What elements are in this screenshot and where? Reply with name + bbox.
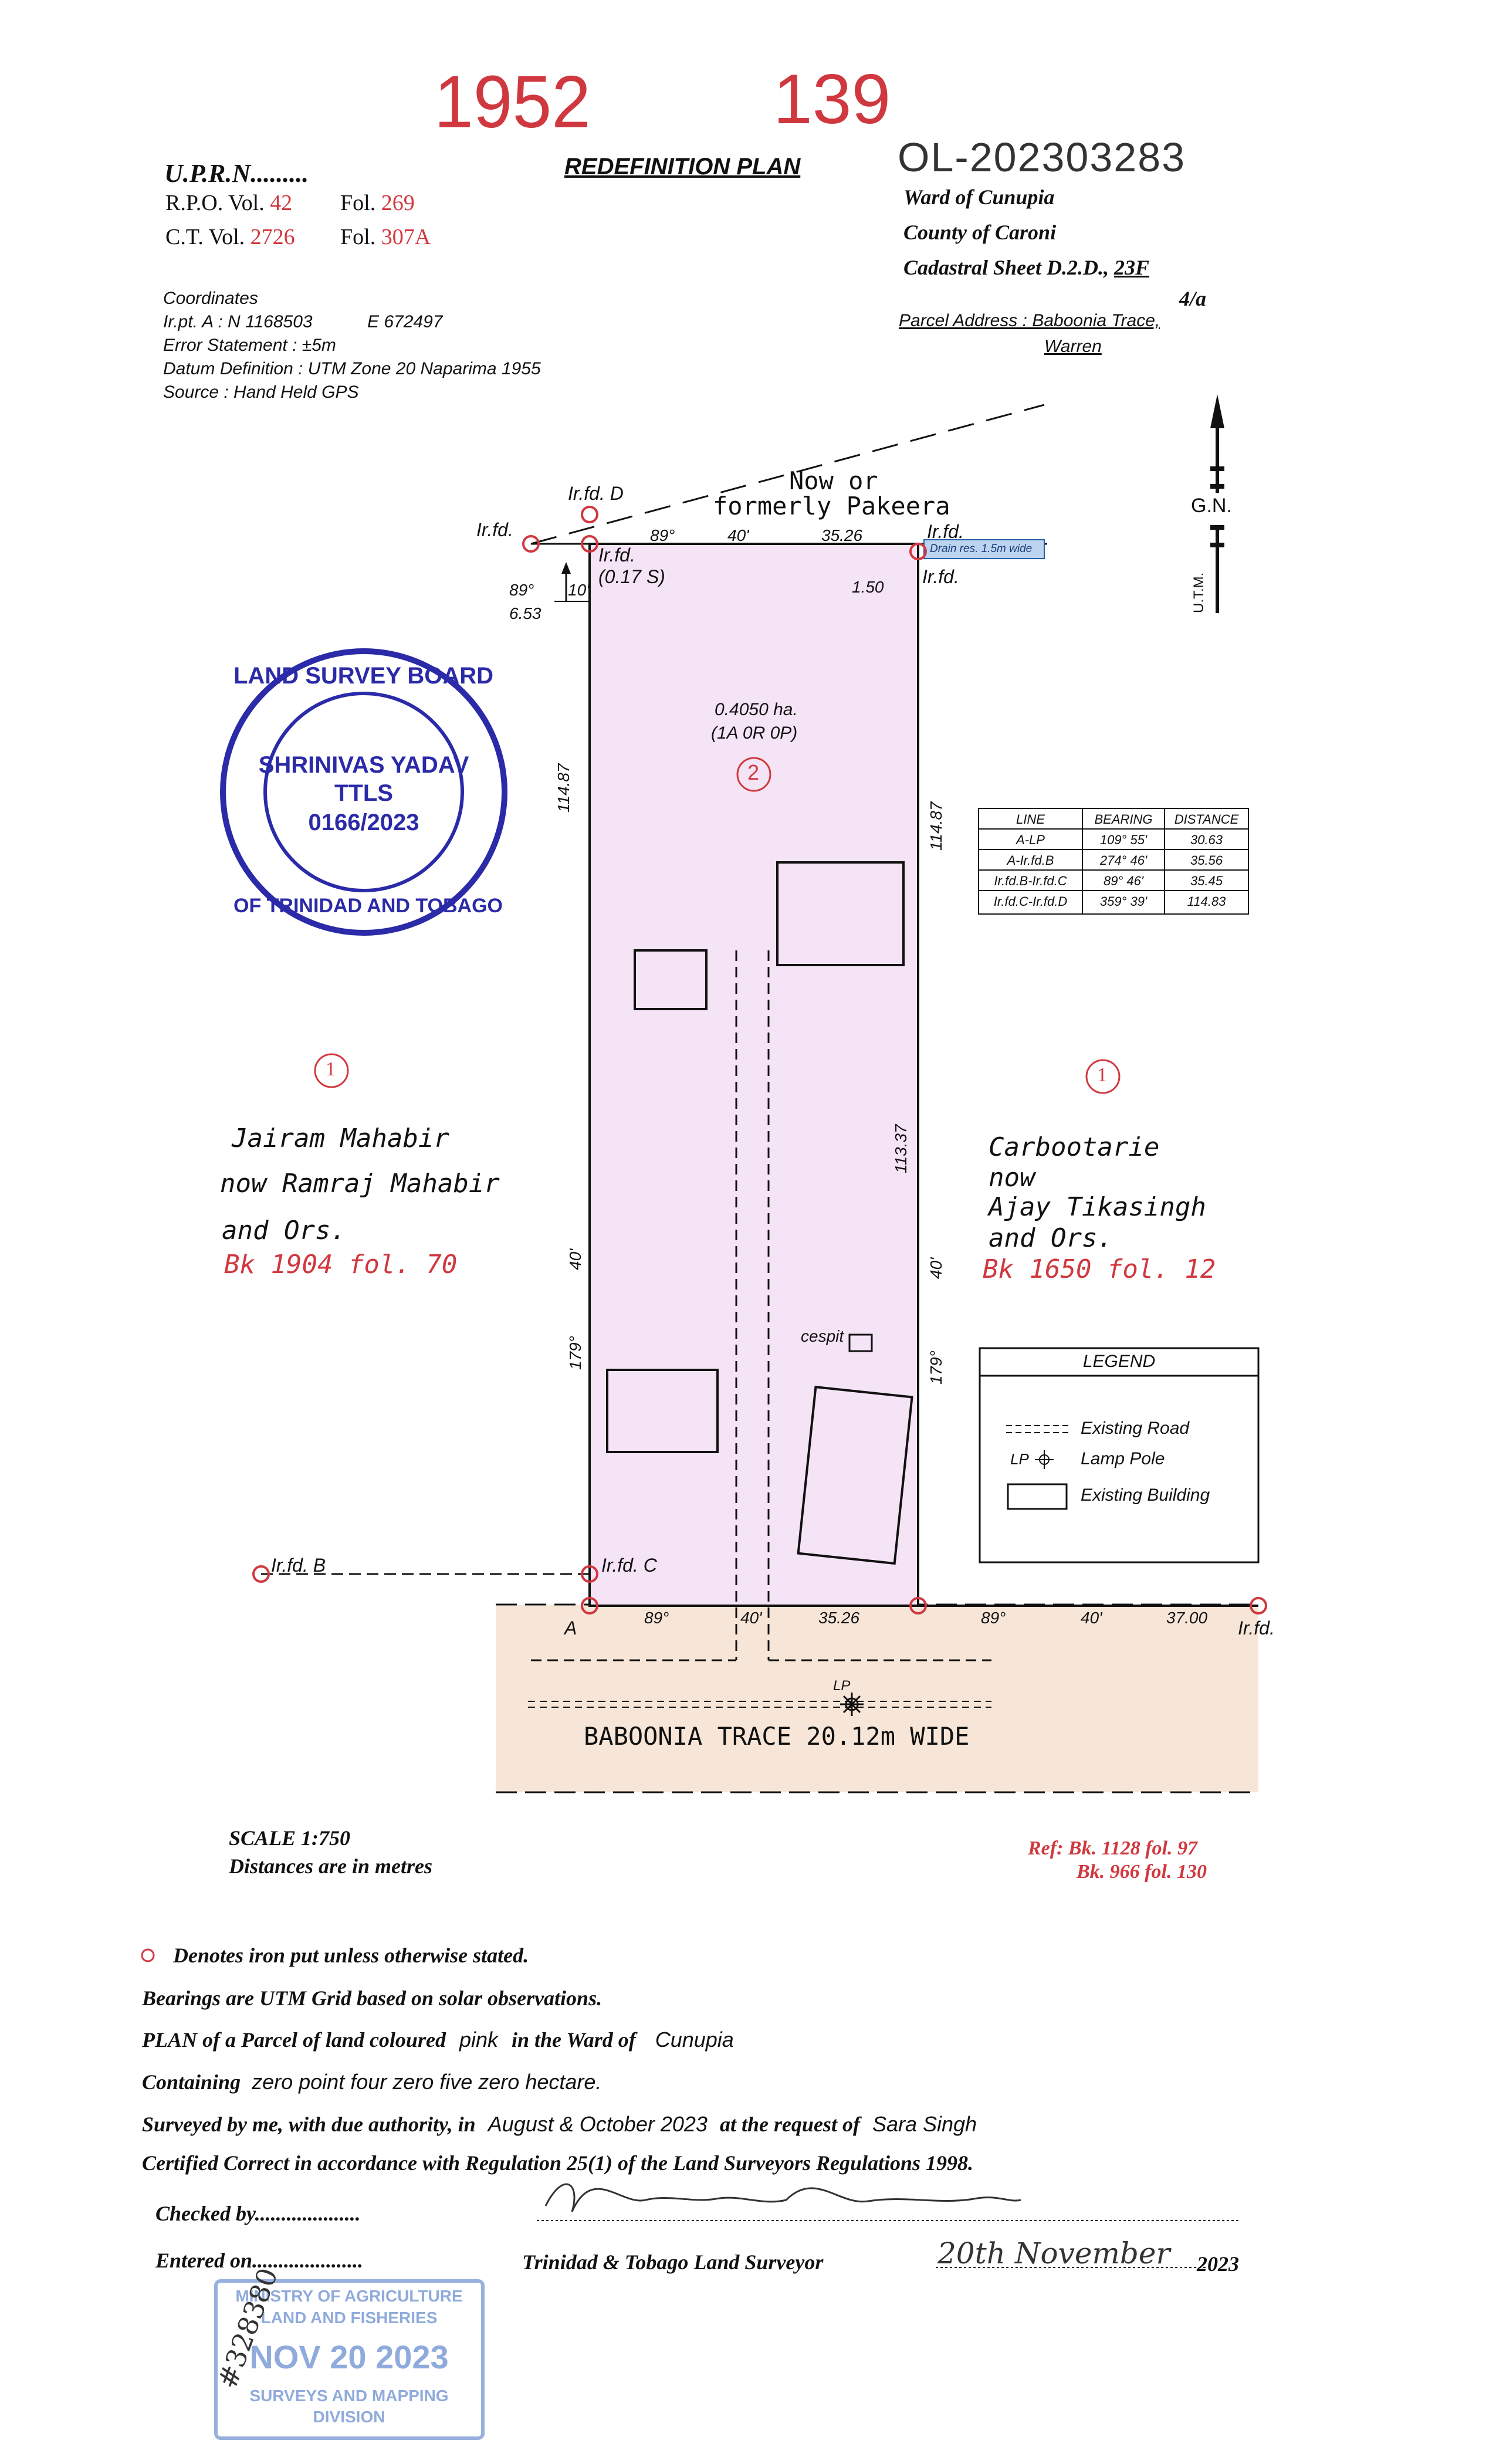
parcel-address-2: Warren [1044,337,1102,356]
parcel-number: 2 [747,760,760,784]
irfd-inner-offset: (0.17 S) [598,566,665,587]
table-cell: 35.56 [1190,853,1223,868]
table-cell: A-LP [1016,832,1045,847]
containing-line [142,2070,601,2094]
checked-by: Checked by.................... [155,2202,361,2225]
north-owner-2: formerly Pakeera [713,492,950,520]
table-cell: 30.63 [1190,832,1223,847]
east-owner-book: Bk 1650 fol. 12 [983,1254,1216,1284]
south-distance: 35.26 [818,1609,860,1627]
coord-datum: Datum Definition : UTM Zone 20 Naparima 1955 [163,359,541,378]
coord-point: Ir.pt. A : N 1168503 [163,312,313,331]
irfd-east-label: Ir.fd. [1238,1617,1275,1639]
west-owner-line2: now Ramraj Mahabir [220,1169,500,1199]
bearings-line: Bearings are UTM Grid based on solar observations. [142,1986,603,2010]
north-owner-1: Now or [789,466,878,495]
units: Distances are in metres [229,1854,432,1878]
surveyor-label: Trinidad & Tobago Land Surveyor [522,2250,824,2274]
north-distance: 35.26 [821,526,863,544]
plan-ward: Cunupia [655,2028,734,2052]
north-boundary-line [531,405,1044,544]
east-owner-number: 1 [1097,1064,1107,1086]
rpo-vol: 42 [270,191,293,215]
cadastral-sub: 4/a [1179,287,1207,310]
nw-small: 10' [568,581,590,599]
year: 2023 [1197,2252,1239,2276]
utm-label: U.T.M. [1191,572,1207,613]
rpo-fol-label: Fol. [340,191,376,215]
point-a-label: A [564,1617,577,1639]
east-owner-line2: now [989,1163,1035,1193]
legend-lamp-icon [1035,1450,1054,1469]
ministry-stamp-line4: DIVISION [313,2408,385,2426]
ward: Ward of Cunupia [903,185,1055,209]
date-handwritten: 20th November [937,2236,1170,2270]
east-owner-line1: Carbootarie [989,1132,1160,1162]
surveyed-line [142,2112,977,2137]
legend-lamp-code: LP [1010,1450,1029,1468]
east-bearing-deg: 179° [927,1351,945,1385]
irfd-b-label: Ir.fd. B [271,1555,326,1576]
surveyed-part-1: Surveyed by me, with due authority, in [142,2113,476,2136]
surveyed-dates: August & October 2023 [488,2112,708,2136]
east-bearing-min: 40' [927,1257,945,1279]
legend-lamp-label: Lamp Pole [1081,1449,1165,1468]
west-owner-book: Bk 1904 fol. 70 [224,1250,458,1280]
ol-number: OL-202303283 [898,134,1186,180]
west-bearing-deg: 179° [566,1336,584,1370]
county: County of Caroni [903,221,1057,244]
iron-pin-legend-circle [142,1949,154,1961]
table-cell: 89° 46' [1103,874,1144,888]
table-cell: Ir.fd.C-Ir.fd.D [993,894,1068,909]
table-cell: 114.83 [1187,894,1226,909]
road-distance: 37.00 [1166,1609,1208,1627]
stamp-number: 0166/2023 [308,810,419,835]
road-name: BABOONIA TRACE 20.12m WIDE [584,1722,970,1751]
area-acres: (1A 0R 0P) [711,723,798,743]
plan-of-line [142,2028,734,2052]
plan-colour: pink [459,2028,498,2052]
cesspit-label: cespit [801,1327,844,1345]
parcel-address-1: Parcel Address : Baboonia Trace, [899,311,1160,330]
irfd-ne-label-2: Ir.fd. [922,566,959,587]
plan-of-label: PLAN of a Parcel of land coloured [142,2028,446,2052]
rpo-fol-value: 269 [381,191,415,215]
lamp-pole-icon [840,1693,864,1716]
table-cell: 35.45 [1190,874,1223,888]
irfd-d-label: Ir.fd. D [568,483,624,504]
plan-number-left: 1952 [434,60,591,144]
middle-distance: 113.37 [892,1124,910,1173]
irfd-c-label: Ir.fd. C [601,1555,657,1576]
surveyed-part-2: at the request of [719,2113,860,2136]
ministry-stamp-line3: SURVEYS AND MAPPING [249,2387,449,2405]
cadastral-label: Cadastral Sheet D.2.D., [903,256,1109,279]
table-cell: Ir.fd.B-Ir.fd.C [994,874,1067,888]
plan-title: REDEFINITION PLAN [564,154,801,180]
denotes-line: Denotes iron put unless otherwise stated. [173,1944,529,1967]
gn-label: G.N. [1191,495,1232,517]
cadastral-sheet: 23F [1114,256,1150,279]
scale: SCALE 1:750 [229,1826,351,1850]
containing-value: zero point four zero five zero hectare. [252,2070,602,2094]
plan-in: in the Ward of [512,2028,636,2052]
table-header-bearing: BEARING [1094,812,1153,827]
lamp-pole-label: LP [833,1678,851,1694]
ne-distance: 1.50 [852,578,884,596]
entered-on: Entered on..................... [155,2249,364,2272]
west-owner-number: 1 [326,1058,336,1080]
table-cell: 109° 55' [1099,832,1148,847]
ct-fol-value: 307A [381,225,431,249]
east-distance: 114.87 [927,801,945,851]
table-header-distance: DISTANCE [1174,812,1239,827]
ministry-stamp-handwritten: #328380 [211,2263,284,2393]
stamp-bottom-text: OF TRINIDAD AND TOBAGO [233,895,503,917]
ct-vol: 2726 [250,225,295,249]
road-bearing-min: 40' [1081,1609,1102,1627]
west-bearing-min: 40' [566,1248,584,1270]
drain-note: Drain res. 1.5m wide [930,543,1033,555]
table-header-line: LINE [1016,812,1045,827]
ministry-stamp-date: NOV 20 2023 [249,2338,449,2375]
table-cell: A-Ir.fd.B [1007,853,1054,868]
iron-pin-d [582,507,597,522]
offset-arrow-head [561,562,571,574]
coord-heading: Coordinates [163,289,258,308]
surveyed-client: Sara Singh [872,2112,977,2136]
irfd-inner-label: Ir.fd. [598,544,635,566]
west-owner-line1: Jairam Mahabir [232,1123,449,1153]
nw-distance: 6.53 [509,604,541,622]
south-bearing-min: 40' [740,1609,762,1627]
west-distance: 114.87 [554,763,573,813]
stamp-top-text: LAND SURVEY BOARD [233,663,494,689]
south-bearing-deg: 89° [644,1609,669,1627]
rpo-label: R.P.O. Vol. [165,191,265,215]
ministry-stamp-line1: MINISTRY OF AGRICULTURE [235,2287,463,2305]
east-owner-line4: and Ors. [989,1223,1113,1253]
irfd-nw-label: Ir.fd. [476,519,513,540]
north-bearing-min: 40' [727,526,749,544]
ref-1: Ref: Bk. 1128 fol. 97 [1028,1837,1197,1859]
west-owner-line3: and Ors. [222,1216,346,1245]
plan-number-right: 139 [773,60,891,138]
nw-bearing-deg: 89° [509,581,534,599]
north-bearing-deg: 89° [650,526,675,544]
legend-building-label: Existing Building [1081,1485,1210,1505]
certified-line: Certified Correct in accordance with Regulation 25(1) of the Land Surveyors Regulations 1998. [142,2151,974,2175]
ref-2: Bk. 966 fol. 130 [1077,1861,1207,1883]
coord-easting: E 672497 [367,312,443,331]
coord-error: Error Statement : ±5m [163,336,336,355]
stamp-name: SHRINIVAS YADAV [258,752,469,778]
coord-source: Source : Hand Held GPS [163,383,359,402]
irfd-ne-label-1: Ir.fd. [927,521,964,542]
legend-building-symbol [1008,1484,1067,1509]
ct-label: C.T. Vol. [165,225,245,249]
area-ha: 0.4050 ha. [715,700,798,719]
table-cell: 359° 39' [1099,894,1148,909]
legend-title: LEGEND [1082,1352,1156,1371]
table-cell: 274° 46' [1099,853,1148,868]
containing-label: Containing [142,2070,241,2094]
road-bearing-deg: 89° [981,1609,1006,1627]
ministry-stamp-line2: LAND AND FISHERIES [260,2309,438,2327]
uprn-label: U.P.R.N......... [164,159,309,188]
ct-fol-label: Fol. [340,225,376,249]
road-area [496,1605,1258,1792]
legend-road-label: Existing Road [1081,1419,1190,1438]
stamp-title: TTLS [334,780,393,806]
east-owner-line3: Ajay Tikasingh [989,1192,1206,1222]
